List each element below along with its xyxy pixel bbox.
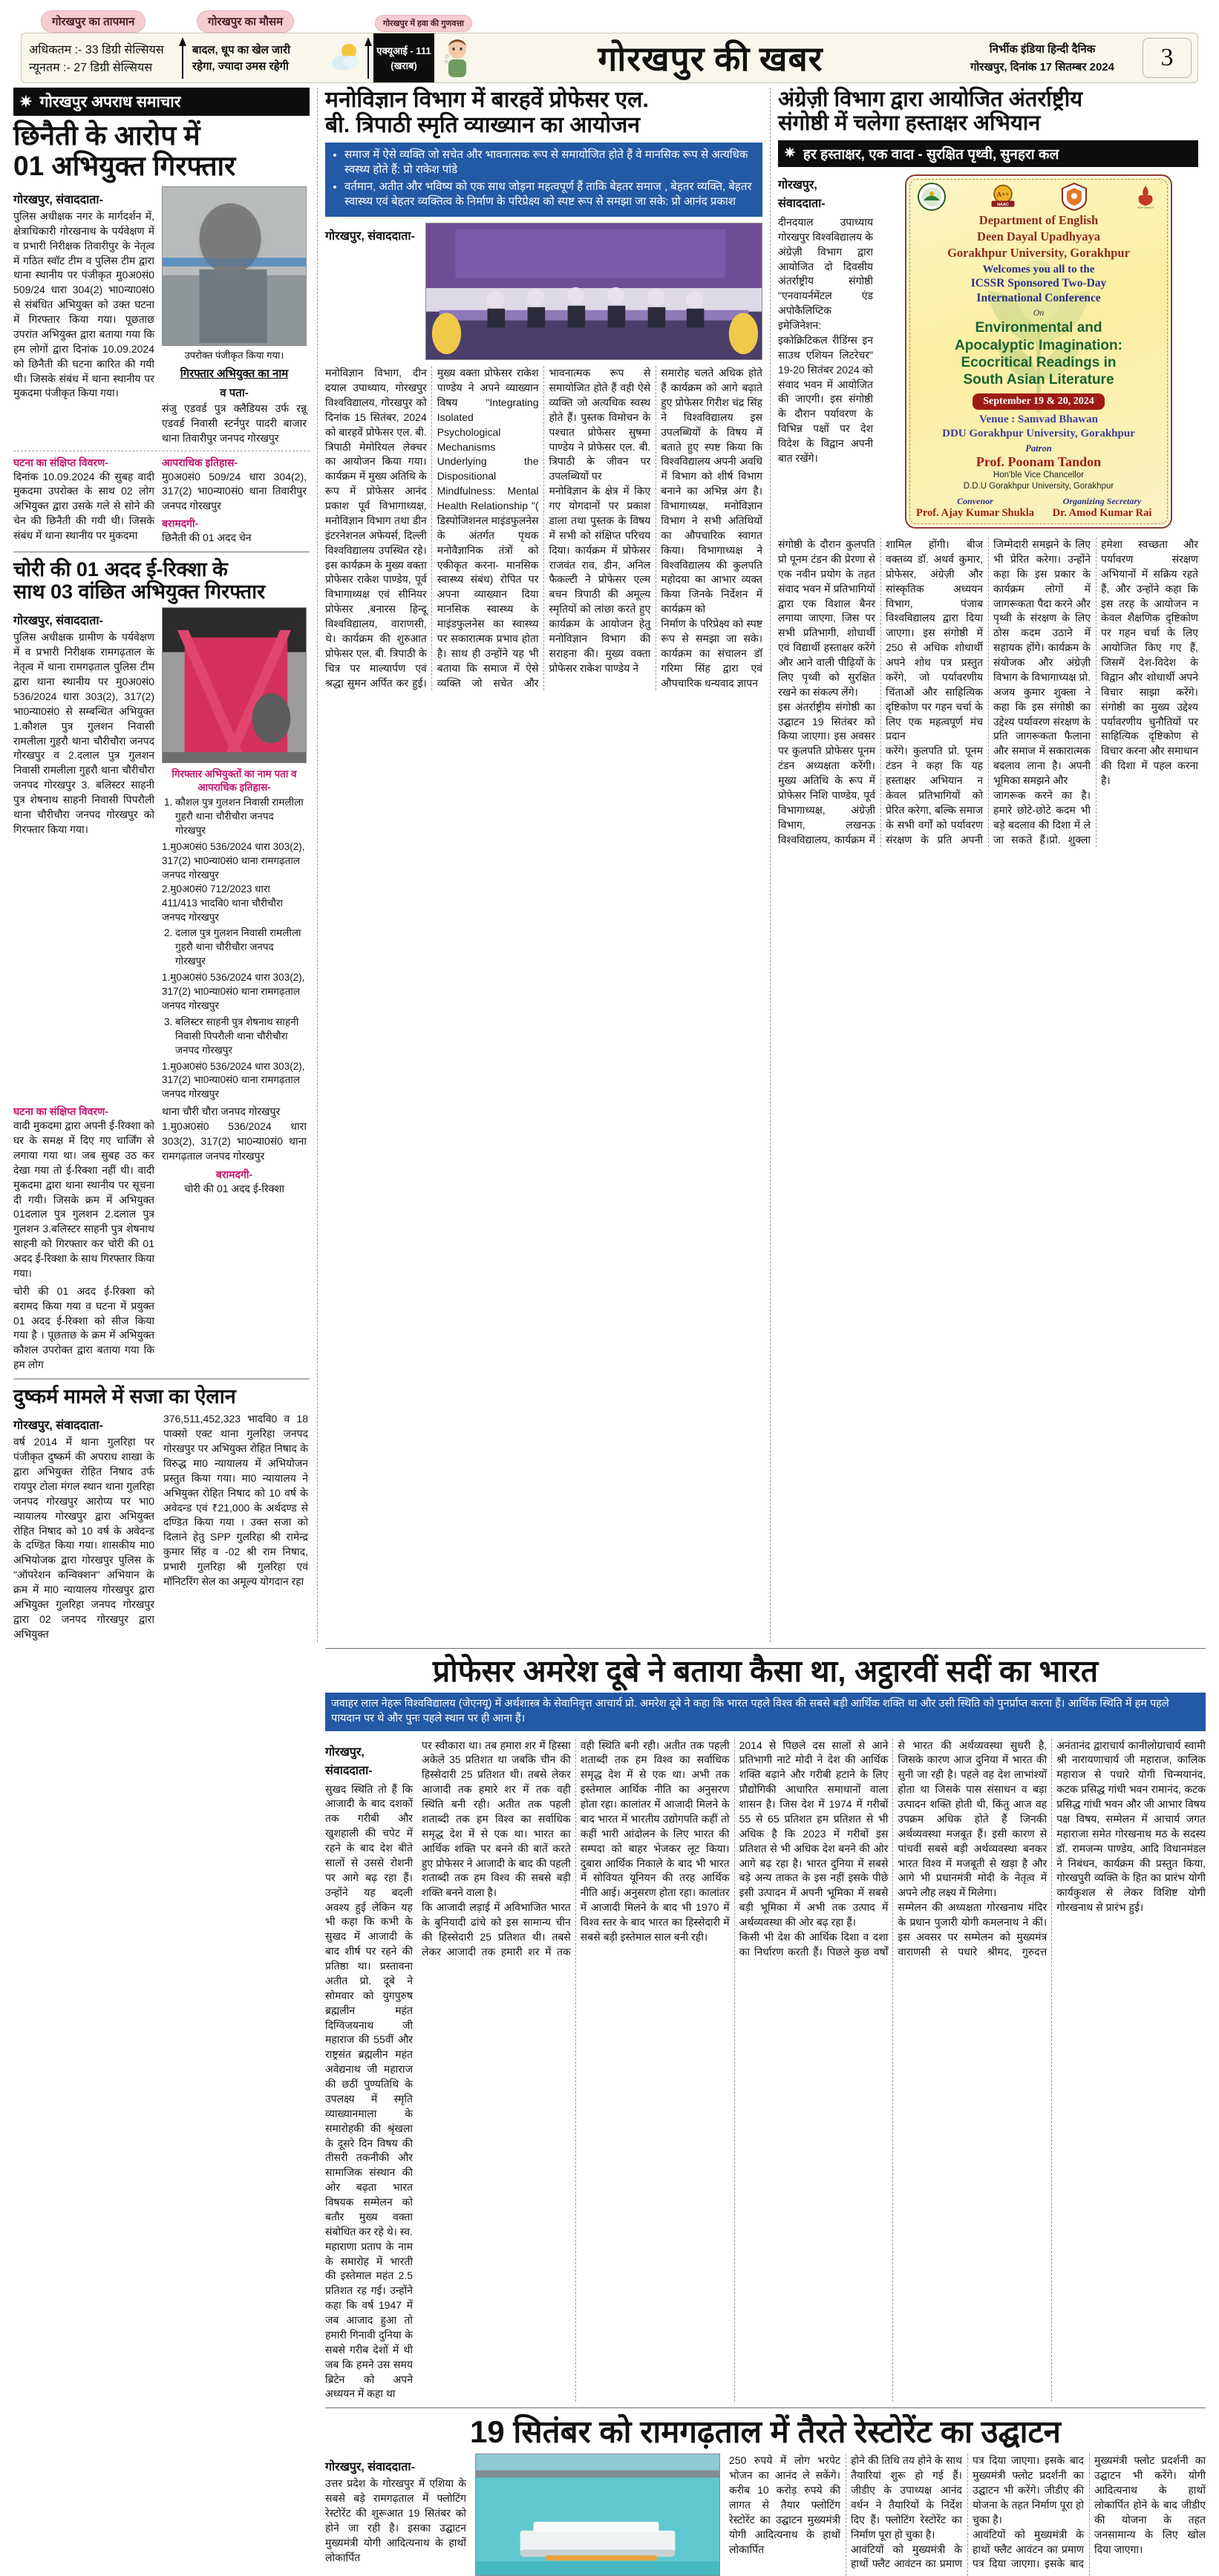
publisher-name: निर्भीक इंडिया हिन्दी दैनिक xyxy=(989,43,1096,56)
temperature-block xyxy=(22,33,177,82)
poster-secretary-label: Organizing Secretary xyxy=(1062,496,1142,506)
weather-block xyxy=(188,33,329,82)
poster-title-1: Environmental and xyxy=(975,320,1102,336)
english-dateline-2: संवाददाता- xyxy=(778,197,826,210)
erickshaw-recovery-label: बरामदगी- xyxy=(215,1168,253,1180)
dubey-col-4: 2014 से पिछले दस सालों से आने प्रतिभागी नाटे मोदी ने देश की आर्थिक शक्ति बढ़ाने और गरीबी हटाने के लिए प्रौद्योगिकी आधारित समाधानों वाला शासन है। जिस देश में 1974 में गरीबों 55 से 65 प्रतिशत हम प्रतिशत से भी अधिक है कि 2023 में गरीबों इस प्रतिशत से भी अधिक देश बनने की ओर आगे बढ़ रहा है। भारत दुनिया में सबसे बड़े अन्य ताकत के इस नहीं इसके पीछे इसी उत्पादन में अपनी भूमिका में सबसे बड़ी भूमिका में अभी तक उत्पाद में अर्थव्यवस्था की ओर बढ़ रहा हैं। xyxy=(739,1739,889,1929)
erickshaw-thana-text: थाना चौरी चौरा जनपद गोरखपुर xyxy=(162,1105,281,1118)
svg-text:NAAC: NAAC xyxy=(997,202,1009,207)
top-zone xyxy=(13,88,1206,1642)
dubey-col-3: कि आजादी लड़ाई में अविभाजित भारत के बुनियादी ढांचे को इस सामान्य चीन की हिस्सेदारी 25 प्रतिशत थी। तबसे लेकर आजादी तक हमारी शर में तक वही स्थिति बनी रही। अतीत तक पहली शताब्दी तक हम विश्व का सर्वाधिक समृद्ध देश में से एक था। अभी तक इस्तेमाल आर्थिक नीति का अनुसरण होता रहा। कालांतर में आजादी मिलने के बाद भारत में भारतीय उद्योगपति कहीं तो कहीं भारी आंदोलन के लिए भारत की सम्पदा को बाहर भेजकर लूट किया। दुबारा आर्थिक निकाले के बाद भी भारत में सोवियत यूनियन की तरह आर्थिक नीति आई। अनुसरण होता रहा। कालांतर में आजादी मिलने के बाद भी 1970 में विश्व स्तर के बाद भारत का हिस्सेदारी में सबसे बड़ी इस्तेमाल साल बनी रही। xyxy=(422,1739,730,1958)
conference-poster xyxy=(905,174,1172,529)
sun-cloud-icon xyxy=(329,33,363,82)
dubey-col-5: किसी भी देश की आर्थिक दिशा व दशा का निर्धारण करती हैं। पिछले कुछ वर्षों से भारत की अर्थव्यवस्था सुधरी है, जिसके कारण आज दुनिया में भारत की सुनी जा रही है। पहले वह देश लाभांश्यों होता था जिसके पास संसाधन व बड़ा उत्पादन शक्ति होती थी, किंतु आज वह उपक्रम अधिक होते हैं जिनकी अर्थव्यवस्था मजबूत हैं। इसी कारण से पांचवीं सबसे बड़ी अर्थव्यवस्था बनकर भारत विश्व में मजबूती से खड़ा है और आगे भी प्रधानमंत्री मोदी के नेतृत्व में अपने लौह लक्ष्य में मिलेगा। xyxy=(739,1739,1048,1958)
publisher-block xyxy=(942,33,1143,82)
naac-badge-icon xyxy=(988,182,1018,212)
coughing-face-icon xyxy=(434,33,479,82)
column-left xyxy=(13,88,318,1642)
english-col-3: इस अंतर्राष्ट्रीय संगोष्ठी का उद्घाटन 19 सितंबर को किया जाएगा। इस अवसर पर कुलपति प्रोफेसर पूनम टंडन अध्यक्षता करेंगी। मुख्य अतिथि के रूप में प्रोफेसर निशि पाण्डेय, पूर्व विभागाध्यक्ष, अंग्रेज़ी विभाग, लखनऊ विश्वविद्यालय, कार्यक्रम में शामिल होंगी। बीज वक्तव्य डॉ. अथर्व कुमार, प्रोफेसर, अंग्रेज़ी और सांस्कृतिक अध्ययन विभाग, पंजाब विश्वविद्यालय द्वारा दिया जाएगा। इस संगोष्ठी में 250 से अधिक शोधार्थी अपने शोध पत्र प्रस्तुत करेंगे, जो पर्यावरणीय चिंताओं और साहित्यिक दृष्टिकोण पर गहन चर्चा के लिए एक महत्वपूर्ण मंच प्रदान xyxy=(778,538,983,846)
arrested-case-3: 1.मु0अ0सं0 536/2024 धारा 303(2), 317(2) भा0न्या0सं0 थाना रामगढ़ताल जनपद गोरखपुर xyxy=(162,972,305,1011)
restaurant-headline: 19 सितंबर को रामगढ़ताल में तैरते रेस्टोरेंट का उद्घाटन xyxy=(470,2414,1061,2450)
poster-convenor xyxy=(914,496,1036,520)
erickshaw-body: पुलिस अधीक्षक ग्रामीण के पर्यवेक्षण में व प्रभारी निरीक्षक रामगढ़ताल के नेतृत्व में थाना रामगढ़ताल पुलिस टीम द्वारा थाना स्थानीय पर मु0अ0सं0 536/2024 धारा 303(2), 317(2) भा0न्या0सं0 से सम्बन्धित अभियुक्त 1.कौशल पुत्र गुलशन निवासी रामलीला गुहरौ थाना चौरीचौरा जनपद गोरखपुर व 2.दलाल पुत्र गुलशन निवासी रामलीला गुहरौ थाना चौरीचौरा जनपद गोरखपुर 3. बलिस्टर साहनी पुत्र शेषनाथ साहनी निवासी पिपरौली थाना चौरीचौरा जनपद गोरखपुर को गिरफ्तार किया गया। xyxy=(13,631,154,835)
crime-news-banner xyxy=(13,88,310,116)
poster-patron-name: Prof. Poonam Tandon xyxy=(975,454,1102,470)
verdict-headline: दुष्कर्म मामले में सजा का ऐलान xyxy=(13,1385,236,1408)
poster-secretary xyxy=(1041,496,1163,520)
incident-text: दिनांक 10.09.2024 की सुबह वादी मुकदमा उपरोक्त के साथ 02 लोग अभियुक्त द्वारा उसके गले से सोने की चेन की छिनैती की गयी थी। जिसके संबंध में थाना स्थानीय पर मुकदमा xyxy=(13,470,154,541)
star-icon: ✷ xyxy=(19,93,33,111)
star-icon-2: ✷ xyxy=(784,146,796,162)
poster-venue-2: DDU Gorakhpur University, Gorakhpur xyxy=(942,427,1135,439)
svg-text:A++: A++ xyxy=(996,190,1010,198)
masthead-title-text: गोरखपुर की खबर xyxy=(598,40,823,78)
dubey-col-1: सुखद स्थिति तो हैं कि आजादी के बाद दशकों तक गरीबी और खुशहाली की चपेट में रहने के बाद देश बीते सालों से उससे रोशनी पर आगे बढ़ रहा हैं। उन्होंने यह बदली अवश्य हुई लेकिन यह भी कहा कि कभी के सुखद में आजादी के बाद शीर्ष पर रहने की प्रतिष्ठा था। प्रस्तावना अतीत प्रो. दूबे ने सोमवार को युगपुरुष ब्रह्मलीन महंत दिग्विजयनाथ जी महाराज की 55वीं और राष्ट्रसंत ब्रह्मलीन महंत अवेद्यनाथ जी महाराज की छठीं पुण्यतिथि के उपलक्ष्य में स्मृति व्याख्यानमाला के समारोहकी की श्रृंखला के दूसरे दिन विषय की तीसरी तकनीकी और सामाजिक संस्थान की ओर बढ़ता भारत विषयक सम्मेलन को बतौर मुख्य वक्ता संबोधित कर रहे थे। स्व. महाराणा प्रताप के नाम के समारोह में भारती की इस्तेमाल महंत 2.5 प्रतिशत रह गई। उन्होंने कहा कि वर्ष 1947 में जब आजाद हुआ तो हमारी गिनावी दुनिया के सबसे गरीब देशों में थी जब कि हमने उस समय ब्रिटेन को अपने अध्ययन में कहा था xyxy=(325,1782,413,2400)
page-number: 3 xyxy=(1143,38,1192,78)
restaurant-col-5: आवंटियों को मुख्यमंत्री के हाथों फ्लैट आवंटन का प्रमाण पत्र दिया जाएगा। इसके बाद मुख्यमंत्री फ्लोट प्रदर्शनी का उद्घाटन भी करेंगे। योगी आदित्यनाथ के हाथों लोकार्पित होने के बाद जीडीए की योजना के तहत जनसामान्य के लिए खोल दिया जाएगा। xyxy=(973,2454,1206,2570)
weather-line-1: बादल, धूप का खेल जारी xyxy=(192,44,291,56)
restaurant-section xyxy=(318,2402,1206,2576)
psych-headline-line1: मनोविज्ञान विभाग में बारहवें प्रोफेसर एल. xyxy=(325,88,649,112)
english-dateline-1: गोरखपुर, xyxy=(778,178,817,192)
temp-min-label: न्यूनतम :- xyxy=(29,62,71,74)
erickshaw-incident-label: घटना का संक्षिप्त विवरण- xyxy=(13,1105,108,1118)
poster-secretary-name: Dr. Amod Kumar Rai xyxy=(1052,507,1152,519)
place-date: गोरखपुर, दिनांक 17 सितम्बर 2024 xyxy=(970,61,1114,73)
english-col-1: दीनदयाल उपाध्याय गोरखपुर विश्वविद्यालय के अंग्रेज़ी विभाग द्वारा आयोजित दो दिवसीय अंतर्राष्ट्रीय संगोष्ठी "एनवायर्नमेंटल एंड अपोकैलिप्टिक इमेजिनेशन: इकोक्रिटिकल रीडिंग्स इन साउथ एशियन लिटरेचर" 19-20 सितंबर 2024 को संवाद भवन में आयोजित की जाएगी। इस संगोष्ठी के दौरान पर्यावरण के विभिन्न पक्षों पर देश विदेश के विद्वान अपनी बात रखेंगे। xyxy=(778,215,873,464)
dubey-zone xyxy=(13,1642,1206,2402)
column-middle xyxy=(318,88,771,1642)
dubey-dateline-2: संवाददाता- xyxy=(325,1764,373,1777)
poster-conference-2: International Conference xyxy=(976,292,1101,305)
psych-col-1: मनोविज्ञान विभाग, दीन दयाल उपाध्याय, गोरखपुर विश्वविद्यालय, गोरखपुर को दिनांक 15 सितंबर, 2024 को बारहवें प्रोफेसर एल. बी. त्रिपाठी मेमोरियल लेक्चर का आयोजन किया गया। कार्यक्रम में मुख्य अतिथि के रूप में प्रोफेसर आनंद प्रकाश पूर्व विभागाध्यक्ष, मनोविज्ञान विभाग तथा डीन इंटरनेशनल अफेयर्स, दिल्ली विश्वविद्यालय उपस्थित रहे। इस कार्यक्रम के मुख्य वक्ता प्रोफेसर राकेश पाण्डेय, पूर्व विभागाध्यक्ष एवं सीनियर प्रोफेसर ,बनारस हिन्दू विश्वविद्यालय, वाराणसी, थे। कार्यक्रम की शुरुआत प्रोफेसर एल. बी. त्रिपाठी के चित्र पर माल्यार्पण एवं श्रद्धा सुमन अर्पित कर हुई। मुख्य वक्ता प्रोफेसर राकेश पाण्डेय ने अपने व्याख्यान विषय "Integrating Isolated Psychological Mechanisms Underlying the Dispositional Mindfulness: Mental Health Relationship "( डिस्पोजिशनल माइंडफुलनेस के अंतर्गत पृथक मनोवैज्ञानिक तंत्रों को एकीकृत करना- मानसिक स्वास्थ्य संबंध) रोपित पर अपना व्याख्यान दिया मानसिक स्वास्थ्य के माइंडफुलनेस का स्वास्थ्य पर सकारात्मक प्रभाव होता है। साथ ही उन्होंने यह भी बताया कि समाज में ऐसे व्यक्ति जो सचेत और भावनात्मक रूप से समायोजित होते हैं वही ऐसे व्यक्ति जो अत्यधिक स्वस्थ होते हैं। पुस्तक विमोचन के पश्चात प्रोफेसर सुषमा पाण्डेय ने प्रोफेसर एल. बी. त्रिपाठी के जीवन पर उपलब्धियों पर xyxy=(325,367,651,689)
crime-dateline: गोरखपुर, संवाददाता- xyxy=(13,193,103,206)
dubey-headline: प्रोफेसर अमरेश दूबे ने बताया कैसा था, अट्ठारवीं सदीं का भारत xyxy=(432,1653,1099,1688)
psych-photo xyxy=(425,223,762,360)
arrest-heading-line1: गिरफ्तार अभियुक्त का नाम xyxy=(180,367,289,380)
psych-col-4: निर्माण के परिप्रेक्ष्य को स्पष्ट रूप से समझा जा सके। कार्यक्रम का संचालन डॉ गरिमा सिंह द्वारा एवं औपचारिक धन्यवाद ज्ञापन xyxy=(661,618,762,689)
poster-convenor-label: Convenor xyxy=(957,496,993,506)
masthead-bar xyxy=(21,33,1198,83)
poster-university-1: Deen Dayal Upadhyaya xyxy=(977,229,1100,244)
recovery-text: छिनैती की 01 अदद चेन xyxy=(162,532,252,544)
arrested-item-2: 2. दलाल पुत्र गुलशन निवासी रामलीला गुहरौ थाना चौरीचौरा जनपद गोरखपुर xyxy=(175,926,307,969)
psych-bullets xyxy=(325,143,762,217)
erickshaw-photo xyxy=(162,607,307,763)
aqi-box xyxy=(373,33,434,82)
psych-col-2: मनोविज्ञान के क्षेत्र में किए गए योगदानों पर प्रकाश डाला तथा पुस्तक के विषय में सभी को संक्षिप्त परिचय दिया। कार्यक्रम में प्रोफेसर राजवंत राव, डीन, अनिल फैकल्टी ने प्रोफेसर एल्म बचन त्रिपाठी की अमूल्य स्मृतियों को लांछा करते हुए कार्यक्रम के आयोजन हेतु मनोविज्ञान विभाग की सराहना की। मुख्य वक्ता प्रोफेसर राकेश पाण्डेय ने xyxy=(549,485,651,674)
poster-department: Department of English xyxy=(978,212,1099,227)
history-label: आपराधिक इतिहास- xyxy=(162,456,238,468)
erickshaw-dateline: गोरखपुर, संवाददाता- xyxy=(13,615,103,628)
incident-label: घटना का संक्षिप्त विवरण- xyxy=(13,456,108,468)
arrested-case-4: 1.मु0अ0सं0 536/2024 धारा 303(2), 317(2) भा0न्या0सं0 थाना रामगढ़ताल जनपद गोरखपुर xyxy=(162,1060,305,1100)
erickshaw-headline-line1: चोरी की 01 अदद ई-रिक्शा के xyxy=(13,558,228,581)
restaurant-dateline: गोरखपुर, संवाददाता- xyxy=(325,2461,415,2474)
poster-patron-label: Patron xyxy=(1025,443,1052,454)
poster-title-3: Ecocritical Readings in xyxy=(961,354,1117,370)
recovery-label: बरामदगी- xyxy=(162,517,199,530)
poster-title-4: South Asian Literature xyxy=(963,372,1114,388)
university-seal-icon xyxy=(917,182,947,212)
aqi-value: एक्यूआई - 111 xyxy=(376,45,431,56)
arrested-case-2: 2.मु0अ0सं0 712/2023 धारा 411/413 भादवि0 थाना चौरीचौरा जनपद गोरखपुर xyxy=(162,883,284,923)
psych-headline-line2: बी. त्रिपाठी स्मृति व्याख्यान का आयोजन xyxy=(325,112,641,137)
dubey-col-6: सम्मेलन की अध्यक्षता गोरखनाथ मंदिर के प्रधान पुजारी योगी कमलनाथ ने कीं। इस अवसर पर सम्मेलन को मुख्यमंत्र वाराणसी से पधारे श्रीमद, गुरुदत्त अनंतानंद द्वाराचार्य कानीलोग्राचार्य स्वामी श्री नारायणाचार्य जी महाराज, कालिक महाराज से पधारे योगी चिन्मयानंद, कटक प्रसिद्ध गांधी भवन रामानंद, कटक प्रसिद्ध गांधी भवन और जी आभार विषय पक्ष विषय, सम्मेलन में आचार्य जगत महाराजा समेत गोरखनाथ मठ के सदस्य डॉ. रामजन्म पाण्डेय, आदि विधानमंडल ने निबंधन, कार्यक्रम की प्रस्तुत किया, गोरखपुरी व्यक्ति के हित का प्रारंभ योगी कार्यकुशल से लेकर विशिष्ट योगी गोरखनाथ से प्रारंभ हुई। xyxy=(898,1739,1206,1958)
poster-patron-title-1: Hon'ble Vice Chancellor xyxy=(993,471,1085,480)
arrest-name: संजु एडवर्ड पुत्र क्लैडियस उर्फ रन्नू एडवर्ड निवासी स्टर्नपुर पादरी बाजार थाना तिवारीपुर जनपद गोरखपुर xyxy=(162,402,307,444)
temp-max-value: 33 डिग्री सेल्सियस xyxy=(85,44,164,56)
restaurant-zone xyxy=(13,2402,1206,2576)
erickshaw-recovery-value: चोरी की 01 अदद ई-रिक्शा xyxy=(183,1182,285,1194)
psych-col-3: समारोह चलते अधिक होते हैं कार्यक्रम को आगे बढ़ाते हुए प्रोफेसर गिरीश चंद्र सिंह ने विश्वविद्यालय इस उपलब्धियों के विषय में बताते हुए स्पष्ट किया कि विश्वविद्यालय अपनी अवधि में विभाग को शीर्ष विभाग बनाने का अभिन्न अंग है। विभागाध्यक्ष, मनोविज्ञान विभाग ने सभी अतिथियों का औपचारिक स्वागत किया। विभागाध्यक्ष ने विश्वविद्यालय की कुलपति महोदया का आभार व्यक्त किया जिनके निर्देशन में कार्यक्रम को xyxy=(661,367,762,615)
temp-min-value: 27 डिग्री सेल्सियस xyxy=(73,62,153,74)
erickshaw-headline-line2: साथ 03 वांछित अभियुक्त गिरफ्तार xyxy=(13,581,266,604)
english-banner xyxy=(778,140,1198,167)
erickshaw-incident-text: वादी मुकदमा द्वारा अपनी ई-रिक्शा को घर के समक्ष में दिए गए चार्जिंग से लगाया गया था। जब सुबह उठ कर देखा गया तो ई-रिक्शा नहीं थी। वादी मुकदमा द्वारा थाना स्थानीय पर सूचना दी गयी। जिसके क्रम में अभियुक्त 01दलाल पुत्र गुलशन 2.दलाल पुत्र गुलशन 3.बलिस्टर साहनी पुत्र शेषनाथ साहनी को गिरफ्तार कर चोरी की 01 अदद ई-रिक्शा के साथ गिरफ्तार किया गया। xyxy=(13,1119,154,1279)
masthead xyxy=(0,0,1219,88)
temp-max-row xyxy=(29,41,171,57)
restaurant-col-2: 250 रुपये में लोग भरपेट भोजन का आनंद ले सकेंगे। करीब 10 करोड़ रुपये की लागत से तैयार फ्लोटिंग रेस्टोरेंट का उद्घाटन मुख्यमंत्री योगी आदित्यनाथ के हाथों लोकार्पित xyxy=(729,2454,840,2555)
verdict-dateline: गोरखपुर, संवाददाता- xyxy=(13,1419,103,1433)
arrest-heading-line2: व पता- xyxy=(220,386,249,399)
crime-banner-label: गोरखपुर अपराध समाचार xyxy=(39,94,181,111)
poster-date-badge: September 19 & 20, 2024 xyxy=(973,393,1104,410)
english-headline-line2: संगोष्ठी में चलेगा हस्ताक्षर अभियान xyxy=(778,111,1041,136)
poster-on-label: On xyxy=(1033,307,1045,318)
up-arrow-icon-2 xyxy=(363,33,373,82)
arrested-item: 1. कौशल पुत्र गुलशन निवासी रामलीला गुहरौ थाना चौरीचौरा जनपद गोरखपुर xyxy=(175,796,307,838)
poster-body xyxy=(914,213,1163,520)
temp-max-label: अधिकतम :- xyxy=(29,44,82,56)
svg-text:Indian Council of: Indian Council of xyxy=(1137,206,1154,209)
erickshaw-recovery-text: चोरी की 01 अदद ई-रिक्शा को बरामद किया गया व घटना में प्रयुक्त 01 अदद ई-रिक्शा को सीज किया गया है । पूछताछ के क्रम में अभियुक्त कौशल उपरोक्त द्वारा बताया गया कि हम लोग xyxy=(13,1284,154,1371)
psych-bullet-2: • वर्तमान, अतीत और भविष्य को एक साथ जोड़ना महत्वपूर्ण हैं ताकि बेहतर समाज , बेहतर व्यक्ति, बेहतर स्वास्थ्य एवं बेहतर व्यक्तित्व के निर्माण के परिप्रेक्ष्य को स्पष्ट रूप से समझा जा सके: प्रो आनंद प्रकाश xyxy=(344,180,758,209)
verdict-body-right: 376,511,452,323 भादवि0 व 18 पाक्सो एक्ट थाना गुलरिहा जनपद गोरखपुर पर अभियुक्त रोहित निषाद के विरुद्ध मा0 न्यायालय में अभियोजन प्रस्तुत किया गया। मा0 न्यायालय ने अभियुक्त रोहित निषाद को 10 वर्ष के अवेदन्ड एवं ₹21,000 के अर्थदण्ड से दण्डित किया गया । उक्त सजा को दिलाने हेतु SPP गुलरिहा श्री रामेन्द्र कुमार सिंह व -02 श्री राम निषाद, प्रभारी गुलरिहा श्री गुलरिहा एवं मॉनिटरिंग सेल का अमूल्य योगदान रहा xyxy=(163,1413,308,1587)
history-item: मु0अ0सं0 509/24 धारा 304(2), 317(2) भा0न्या0सं0 थाना तिवारीपुर जनपद गोरखपुर xyxy=(162,470,307,512)
arrested-item-3: 3. बलिस्टर साहनी पुत्र शेषनाथ साहनी निवासी पिपरौली थाना चौरीचौरा जनपद गोरखपुर xyxy=(175,1016,307,1058)
erickshaw-arrested-label: गिरफ्तार अभियुक्तों का नाम पता व आपराधिक इतिहास- xyxy=(171,768,297,794)
dubey-dateline-1: गोरखपुर, xyxy=(325,1745,365,1759)
dubey-section xyxy=(318,1642,1206,2402)
restaurant-col-1: उत्तर प्रदेश के गोरखपुर में एशिया के सबसे बड़े रामगढ़ताल में फ्लोटिंग रेस्टोरेंट की शुरूआत 19 सितंबर को होने जा रही है। इसका उद्घाटन मुख्यमंत्री योगी आदित्यनाथ के हाथों लोकार्पित xyxy=(325,2477,466,2563)
poster-convenor-name: Prof. Ajay Kumar Shukla xyxy=(916,507,1034,519)
psych-dateline: गोरखपुर, संवाददाता- xyxy=(325,230,415,243)
english-col-4: करेंगे। कुलपति प्रो. पूनम टंडन ने कहा कि यह हस्ताक्षर अभियान न केवल प्रतिभागियों को प्रेरित करेगा, बल्कि समाज के सभी वर्गों को पर्यावरण संरक्षण के प्रति अपनी जिम्मेदारी समझने के लिए भी प्रेरित करेगा। उन्होंने कहा कि इस प्रकार के कार्यक्रम लोगों में जागरूकता पैदा करने और पृथ्वी के संरक्षण के लिए ठोस कदम उठाने में सहायक होंगे। कार्यक्रम के संयोजक और अंग्रेज़ी विभाग के विभागाध्यक्ष प्रो. अजय कुमार शुक्ला ने कहा कि इस संगोष्ठी का उद्देश्य पर्यावरण संरक्षण के प्रति जागरूकता फैलाना और समाज में सकारात्मक बदलाव लाना है। अपनी भूमिका समझने और xyxy=(886,538,1091,846)
poster-roles xyxy=(914,496,1163,520)
aqi-status: (खराब) xyxy=(390,60,417,71)
weather-line-2: रहेगा, ज्यादा उमस रहेगी xyxy=(192,60,289,73)
page-body xyxy=(0,88,1219,2576)
poster-conference-1: ICSSR Sponsored Two-Day xyxy=(970,277,1107,290)
dubey-strip: जवाहर लाल नेहरू विश्वविद्यालय (जेएनयू) में अर्थशास्त्र के सेवानिवृत्त आचार्य प्रो. अमरेश दूबे ने कहा कि भारत पहले विश्व की सबसे बड़ी आर्थिक शक्ति था और उसी स्थिति को पुनर्प्राप्त करना हैं। आर्थिक स्थिति में हम पहले पायदान पर थे और पुनः पहले स्थान पर ही आना हैं। xyxy=(325,1693,1206,1730)
temp-min-row xyxy=(29,59,171,75)
english-headline-line1: अंग्रेज़ी विभाग द्वारा आयोजित अंतर्राष्ट्रीय xyxy=(778,88,1083,111)
verdict-body-left: वर्ष 2014 में थाना गुलरिहा पर पंजीकृत दुष्कर्म की अपराध शाखा के द्वारा अभियुक्त रोहित निषाद उर्फ रायपुर टोला मंगल स्थान थाना गुलरिहा जनपद गोरखपुर आरोप्य पर भा0 न्यायालय गोरखपुर द्वारा अभियुक्त रोहित निषाद को 10 वर्ष के अवेदन्ड के दण्डित किया गया। शासकीय मा0 अभियोजक द्वारा गोरखपुर पुलिस के "ऑपरेशन कन्विक्शन" अभियान के क्रम में मा0 न्यायालय गोरखपुर द्वारा अभियुक्त गुलरिहा जनपद गोरखपुर द्वारा 02 जनपद गोरखपुर द्वारा अभियुक्त xyxy=(13,1436,154,1640)
up-arrow-icon xyxy=(177,33,188,82)
crime-photo xyxy=(162,186,307,346)
poster-university-2: Gorakhpur University, Gorakhpur xyxy=(947,246,1130,261)
crime-headline-line2: 01 अभियुक्त गिरफ्तार xyxy=(13,151,236,182)
pill-temperature: गोरखपुर का तापमान xyxy=(41,10,146,33)
erickshaw-thana-case: 1.मु0अ0सं0 536/2024 धारा 303(2), 317(2) भा0न्या0सं0 थाना रामगढ़ताल जनपद गोरखपुर xyxy=(162,1120,307,1162)
english-col-5: जागरूक करने का है। हमारे छोटे-छोटे कदम भी बड़े बदलाव की दिशा में ले जा सकते हैं।प्रो. शुक्ला हमेशा स्वच्छता और पर्यावरण संरक्षण अभियानों में सक्रिय रहते हैं, और उन्होंने कहा कि इस तरह के आयोजन न केवल शैक्षणिक दृष्टिकोण पर गहन चर्चा के लिए आयोजित किए गए हैं, जिसमें देश-विदेश के विद्वान और शोधार्थी अपने विचार साझा करेंगे। संगोष्ठी का मुख्य उद्देश्य पर्यावरणीय चुनौतियों पर साहित्यिक दृष्टिकोण से विचार करना और समाधान की दिशा में पहल करना है। xyxy=(993,538,1198,846)
crime-photo-caption: उपरोक्त पंजीकृत किया गया। xyxy=(184,349,284,361)
poster-welcome: Welcomes you all to the xyxy=(982,264,1095,276)
pill-air-quality: गोरखपुर में हवा की गुणवत्ता xyxy=(375,15,472,32)
restaurant-photo xyxy=(475,2454,720,2576)
arrested-case-1: 1.मु0अ0सं0 536/2024 धारा 303(2), 317(2) भा0न्या0सं0 थाना रामगढ़ताल जनपद गोरखपुर xyxy=(162,841,305,880)
english-col-2: संगोष्ठी के दौरान कुलपति प्रो पूनम टंडन की प्रेरणा से एक नवीन प्रयोग के तहत संवाद भवन में प्रतिभागियों द्वारा एक विशाल बैनर लगाया जाएगा, जिस पर सभी प्रतिभागी, शोधार्थी एवं विद्यार्थी हस्ताक्षर करेंगे और आने वाली पीढ़ियों के लिए पृथ्वी को सुरक्षित रखने का संकल्प लेंगे। xyxy=(778,538,875,698)
icssr-logo-icon xyxy=(1131,182,1160,212)
restaurant-col-3: होने की तिथि तय होने के साथ तैयारियां शुरू हो गई हैं। जीडीए के उपाध्यक्ष आनंद वर्धन ने तैयारियों के निर्देश दिए हैं। फ्लोटिंग रेस्टोरेंट का निर्माण पूरा हो चुका है। xyxy=(851,2454,962,2540)
psych-bullet-1: • समाज में ऐसे व्यक्ति जो सचेत और भावनात्मक रूप से समायोजित होते हैं वे मानसिक रूप से अत्यधिक स्वस्थ्य होते हैं: प्रो राकेश पांडे xyxy=(344,148,758,177)
column-right xyxy=(771,88,1198,1642)
pill-weather: गोरखपुर का मौसम xyxy=(197,10,294,33)
crime-body: पुलिस अधीक्षक नगर के मार्गदर्शन में, क्षेत्राधिकारी गोरखनाथ के पर्यवेक्षण में व प्रभारी निरीक्षक तिवारीपुर के नेतृत्व में गठित स्वॉट टीम व पुलिस टीम द्वारा थाना स्थानीय पर पंजीकृत मु0अ0सं0 509/24 धारा 304(2) भा0न्या0सं0 से संबंधित अभियुक्त को उक्त घटना में गिरफ्तार किया गया। पूछताछ उपरांत अभियुक्त द्वारा बताया गया कि हम लोगों द्वारा दिनांक 10.09.2024 को छिनैती की घटना कारित की गयी थी। जिसके संबंध में थाना स्थानीय पर मुकदमा पंजीकृत किया गया। xyxy=(13,209,154,399)
poster-logos xyxy=(914,182,1163,212)
crime-headline-line1: छिनैती के आरोप में xyxy=(13,120,200,151)
poster-patron-title-2: D.D.U Gorakhpur University, Gorakhpur xyxy=(963,481,1114,491)
english-banner-label: हर हस्ताक्षर, एक वादा - सुरक्षित पृथ्वी, सुनहरा कल xyxy=(803,146,1059,163)
poster-title-2: Apocalyptic Imagination: xyxy=(955,337,1122,353)
emblem-icon xyxy=(1059,182,1089,212)
restaurant-col-4: आवंटियों को मुख्यमंत्री के हाथों फ्लैट आवंटन का प्रमाण पत्र दिया जाएगा। इसके बाद मुख्यमंत्री फ्लोट प्रदर्शनी का उद्घाटन भी करेंगे। जीडीए की योजना के तहत निर्माण पूरा हो चुका है। xyxy=(851,2454,1084,2570)
dubey-col-2: पर स्वीकारा था। तब हमारा शर में हिस्सा अकेले 35 प्रतिशत था जबकि चीन की हिस्सेदारी 25 प्रतिशत थी। तबसे लेकर आजादी तक हमारे शर में तक वही स्थिति बनी रही। अतीत तक पहली शताब्दी तक हम विश्व का सर्वाधिक समृद्ध देश में से एक था। भारत का आर्थिक शक्ति पर बनने की बातें करते हुए प्रोफेसर ने आजादी के बाद की पहली शताब्दी तक हम विश्व की सबसे बड़ी शक्ति बनने वाला है। xyxy=(422,1739,571,1899)
poster-venue-1: Venue : Samvad Bhawan xyxy=(979,413,1098,425)
page-title xyxy=(479,33,942,82)
